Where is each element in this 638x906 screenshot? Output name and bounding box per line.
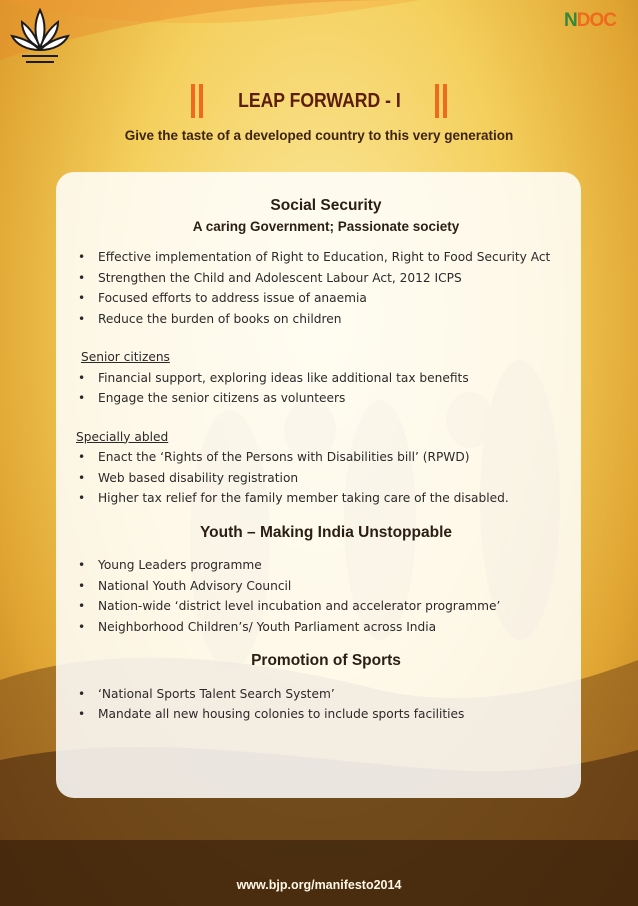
specially-abled-list bbox=[76, 447, 576, 509]
list-item: • Reduce the burden of books on children bbox=[76, 309, 576, 330]
content-body bbox=[76, 196, 576, 725]
list-item: • Neighborhood Children’s/ Youth Parliament across India bbox=[76, 617, 576, 638]
ndoc-logo-n: N bbox=[564, 10, 577, 31]
list-item: • Strengthen the Child and Adolescent Labour Act, 2012 ICPS bbox=[76, 268, 576, 289]
lotus-icon bbox=[8, 4, 72, 68]
title-bar-left bbox=[191, 84, 195, 118]
list-item: • Enact the ‘Rights of the Persons with Disabilities bill’ (RPWD) bbox=[76, 447, 576, 468]
title-bar-right-2 bbox=[443, 84, 447, 118]
list-item: • Effective implementation of Right to Education, Right to Food Security Act bbox=[76, 247, 576, 268]
list-item: • Focused efforts to address issue of anaemia bbox=[76, 288, 576, 309]
social-security-heading: Social Security bbox=[270, 197, 382, 214]
page-subtitle: Give the taste of a developed country to this very generation bbox=[124, 128, 514, 143]
list-item: • Mandate all new housing colonies to include sports facilities bbox=[76, 704, 576, 725]
title-bar-right bbox=[435, 84, 439, 118]
page-title: LEAP FORWARD - I bbox=[237, 89, 401, 112]
senior-citizens-heading: Senior citizens bbox=[81, 350, 170, 364]
footer-url[interactable]: www.bjp.org/manifesto2014 bbox=[236, 878, 402, 892]
ndoc-logo bbox=[564, 10, 616, 32]
list-item: • Young Leaders programme bbox=[76, 555, 576, 576]
sports-list bbox=[76, 684, 576, 725]
youth-heading: Youth – Making India Unstoppable bbox=[199, 523, 453, 541]
sports-heading: Promotion of Sports bbox=[251, 652, 401, 669]
title-bar-left-2 bbox=[199, 84, 203, 118]
list-item: • Nation-wide ‘district level incubation and accelerator programme’ bbox=[76, 596, 576, 617]
list-item: • Higher tax relief for the family member taking care of the disabled. bbox=[76, 488, 576, 509]
social-security-list bbox=[76, 247, 576, 329]
ndoc-logo-rest: DOC bbox=[576, 10, 616, 31]
list-item: • ‘National Sports Talent Search System’ bbox=[76, 684, 576, 705]
list-item: • Financial support, exploring ideas like additional tax benefits bbox=[76, 368, 576, 389]
title-block bbox=[0, 84, 638, 118]
list-item: • Web based disability registration bbox=[76, 468, 576, 489]
list-item: • National Youth Advisory Council bbox=[76, 576, 576, 597]
youth-list bbox=[76, 555, 576, 637]
specially-abled-heading: Specially abled bbox=[76, 429, 169, 444]
list-item: • Engage the senior citizens as volunteers bbox=[76, 388, 576, 409]
senior-citizens-list bbox=[76, 368, 576, 409]
social-security-tagline: A caring Government; Passionate society bbox=[192, 218, 460, 234]
